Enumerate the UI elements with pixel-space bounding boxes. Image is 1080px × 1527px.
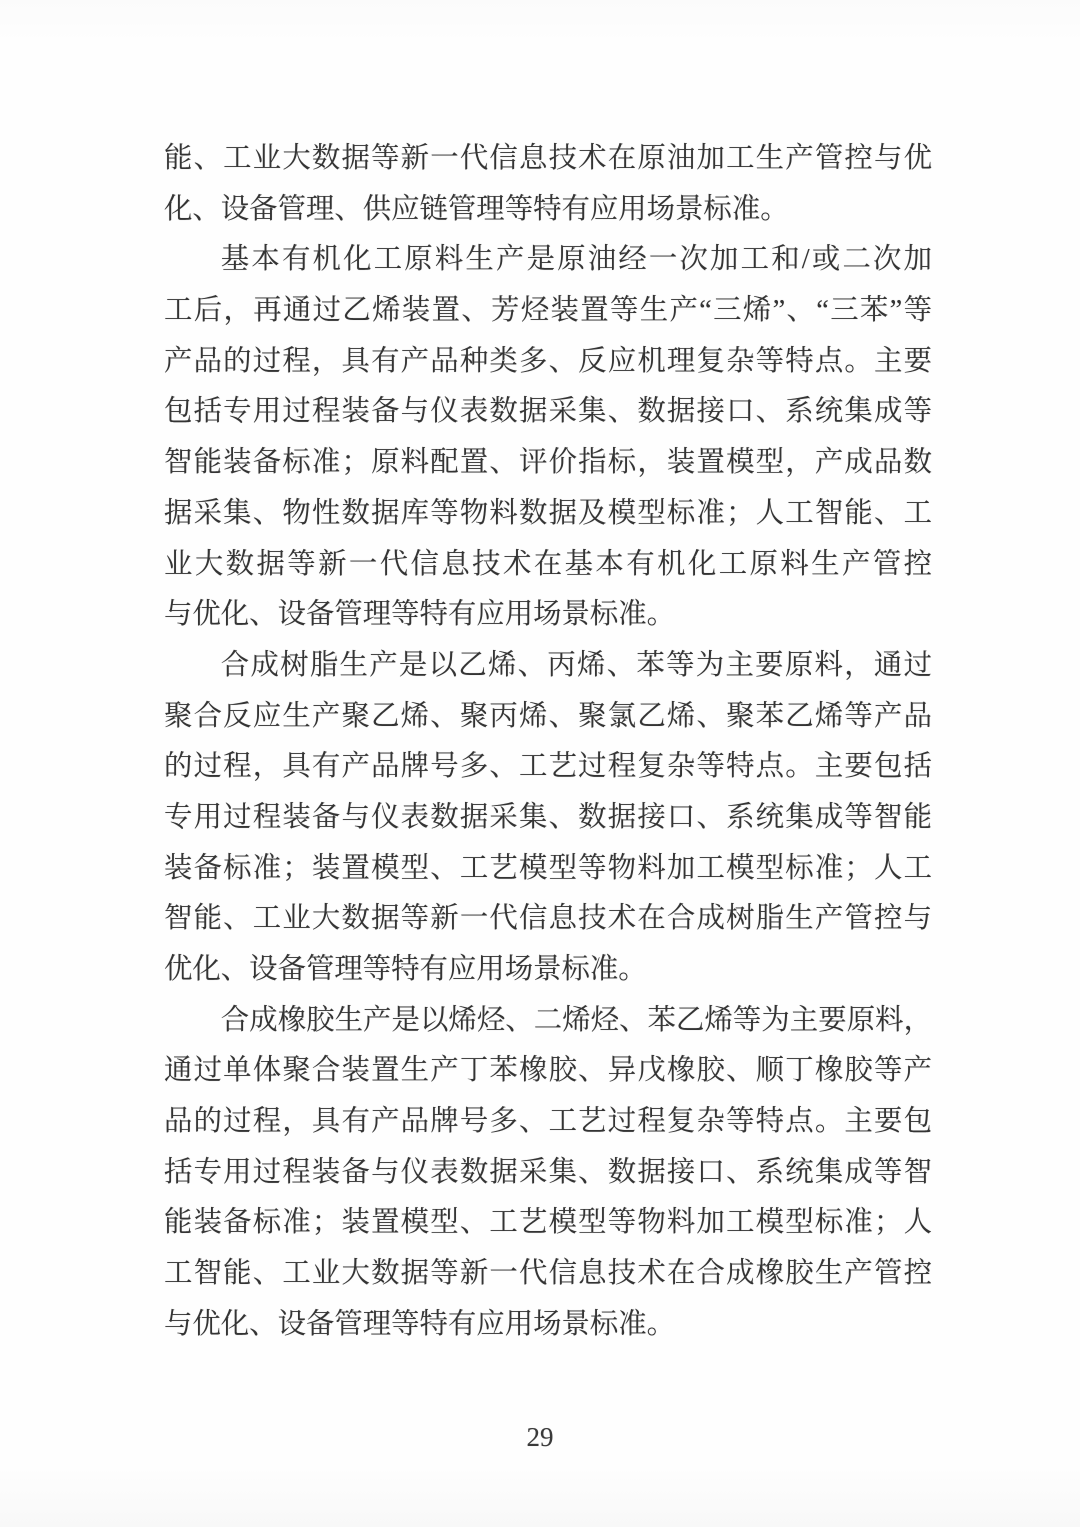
text-line: 与优化、设备管理等特有应用场景标准。 [164,1308,676,1340]
text-line: 优化、设备管理等特有应用场景标准。 [164,954,647,985]
text-line: 通过单体聚合装置生产丁苯橡胶、异戊橡胶、顺丁橡胶等产 [164,1055,932,1087]
text-line: 专用过程装备与仪表数据采集、数据接口、系统集成等智能 [164,801,932,833]
text-line: 聚合反应生产聚乙烯、聚丙烯、聚氯乙烯、聚苯乙烯等产品 [164,700,932,732]
page-number: 29 [526,1422,554,1452]
text-line: 产品的过程，具有产品种类多、反应机理复杂等特点。主要 [164,345,932,377]
text-line: 智能、工业大数据等新一代信息技术在合成树脂生产管控与 [164,903,932,935]
text-line: 包括专用过程装备与仪表数据采集、数据接口、系统集成等 [164,396,932,428]
text-line: 合成树脂生产是以乙烯、丙烯、苯等为主要原料，通过 [220,649,932,681]
body-text [164,134,932,1351]
text-line: 智能装备标准；原料配置、评价指标，装置模型，产成品数 [164,447,932,479]
text-line: 括专用过程装备与仪表数据采集、数据接口、系统集成等智 [164,1156,932,1188]
text-line: 装备标准；装置模型、工艺模型等物料加工模型标准；人工 [164,852,932,884]
text-line: 工智能、工业大数据等新一代信息技术在合成橡胶生产管控 [164,1258,932,1290]
text-line: 合成橡胶生产是以烯烃、二烯烃、苯乙烯等为主要原料， [220,1004,932,1036]
text-line: 业大数据等新一代信息技术在基本有机化工原料生产管控 [164,548,932,580]
text-line: 品的过程，具有产品牌号多、工艺过程复杂等特点。主要包 [164,1106,932,1138]
text-line: 能、工业大数据等新一代信息技术在原油加工生产管控与优 [164,143,932,174]
text-line: 据采集、物性数据库等物料数据及模型标准；人工智能、工 [164,497,932,529]
text-line: 基本有机化工原料生产是原油经一次加工和/或二次加 [220,244,932,276]
text-line: 能装备标准；装置模型、工艺模型等物料加工模型标准；人 [164,1207,932,1239]
text-line: 化、设备管理、供应链管理等特有应用场景标准。 [164,193,789,225]
text-line: 工后，再通过乙烯装置、芳烃装置等生产“三烯”、“三苯”等 [164,295,932,327]
text-line: 的过程，具有产品牌号多、工艺过程复杂等特点。主要包括 [164,751,932,783]
text-line: 与优化、设备管理等特有应用场景标准。 [164,599,676,631]
